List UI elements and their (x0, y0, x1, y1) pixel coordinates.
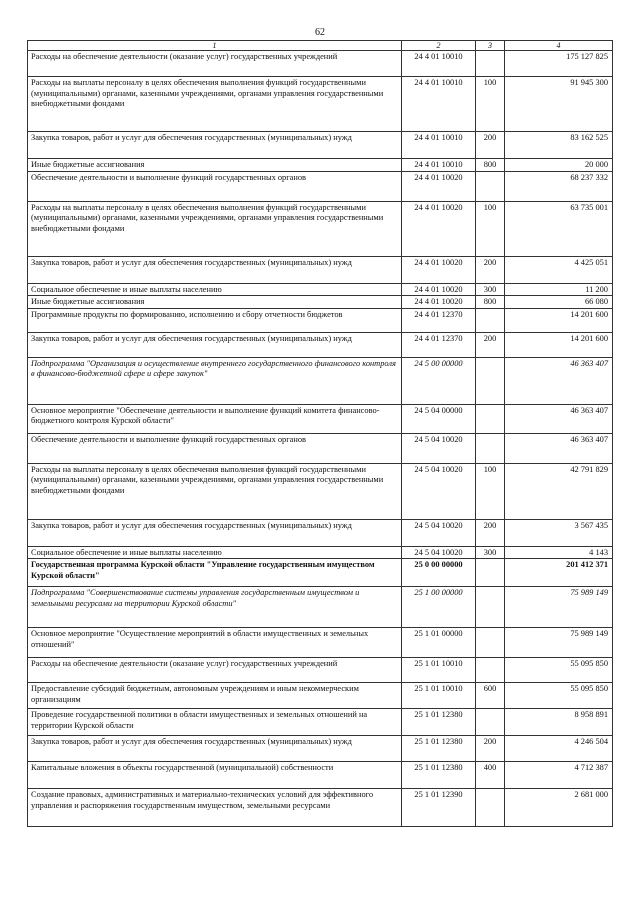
row-kvr (476, 587, 505, 628)
table-row (28, 463, 613, 519)
row-kvr: 600 (476, 683, 505, 709)
row-name: Обеспечение деятельности и выполнение функций государственных органов (28, 171, 402, 201)
row-name: Иные бюджетные ассигнования (28, 159, 402, 172)
table-row (28, 519, 613, 546)
row-kvr (476, 357, 505, 404)
header-col-3: 3 (476, 41, 505, 51)
row-code: 24 5 04 10020 (402, 519, 476, 546)
row-amount: 8 958 891 (505, 709, 613, 736)
row-amount: 201 412 371 (505, 559, 613, 587)
row-name: Обеспечение деятельности и выполнение функций государственных органов (28, 433, 402, 463)
row-name: Закупка товаров, работ и услуг для обеспечения государственных (муниципальных) нужд (28, 519, 402, 546)
row-amount: 2 681 000 (505, 789, 613, 827)
row-kvr (476, 709, 505, 736)
row-kvr: 400 (476, 762, 505, 789)
row-amount: 14 201 600 (505, 308, 613, 332)
table-row (28, 433, 613, 463)
table-row (28, 159, 613, 172)
table-row (28, 628, 613, 658)
row-code: 25 1 01 12380 (402, 762, 476, 789)
row-code: 24 4 01 10010 (402, 159, 476, 172)
row-code: 25 1 01 12380 (402, 709, 476, 736)
row-name: Закупка товаров, работ и услуг для обеспечения государственных (муниципальных) нужд (28, 736, 402, 762)
row-code: 24 4 01 10010 (402, 51, 476, 77)
row-amount: 14 201 600 (505, 332, 613, 357)
budget-table (27, 40, 613, 827)
row-amount: 63 735 001 (505, 201, 613, 256)
row-code: 24 5 04 10020 (402, 433, 476, 463)
table-row (28, 658, 613, 683)
row-kvr (476, 433, 505, 463)
row-kvr: 200 (476, 332, 505, 357)
row-kvr: 800 (476, 296, 505, 309)
row-code: 24 5 04 00000 (402, 404, 476, 433)
row-kvr (476, 658, 505, 683)
row-name: Государственная программа Курской области "Управление государственным имуществом Курской области" (28, 559, 402, 587)
row-amount: 66 080 (505, 296, 613, 309)
row-code: 25 1 01 12380 (402, 736, 476, 762)
row-amount: 42 791 829 (505, 463, 613, 519)
table-row (28, 51, 613, 77)
row-code: 25 1 01 00000 (402, 628, 476, 658)
row-amount: 68 237 332 (505, 171, 613, 201)
row-name: Основное мероприятие "Обеспечение деятельности и выполнение функций комитета финансово-бюджетного контроля Курской области" (28, 404, 402, 433)
row-code: 24 5 04 10020 (402, 546, 476, 559)
row-kvr: 200 (476, 519, 505, 546)
row-name: Закупка товаров, работ и услуг для обеспечения государственных (муниципальных) нужд (28, 256, 402, 283)
row-kvr (476, 789, 505, 827)
row-name: Социальное обеспечение и иные выплаты населению (28, 283, 402, 296)
row-amount: 4 246 504 (505, 736, 613, 762)
row-amount: 46 363 407 (505, 357, 613, 404)
row-amount: 4 143 (505, 546, 613, 559)
table-row (28, 308, 613, 332)
row-code: 24 5 00 00000 (402, 357, 476, 404)
row-name: Расходы на выплаты персоналу в целях обеспечения выполнения функций государственными (муниципальными) органами, казенными учреждениями, органами управления государственными внебюджетными фондами (28, 77, 402, 132)
row-name: Проведение государственной политики в области имущественных и земельных отношений на территории Курской области (28, 709, 402, 736)
table-row (28, 77, 613, 132)
row-name: Расходы на обеспечение деятельности (оказание услуг) государственных учреждений (28, 51, 402, 77)
row-amount: 46 363 407 (505, 404, 613, 433)
row-amount: 75 989 149 (505, 587, 613, 628)
row-amount: 83 162 525 (505, 132, 613, 159)
row-name: Капитальные вложения в объекты государственной (муниципальной) собственности (28, 762, 402, 789)
row-kvr: 100 (476, 463, 505, 519)
table-row (28, 559, 613, 587)
row-kvr: 200 (476, 132, 505, 159)
row-kvr (476, 628, 505, 658)
table-row (28, 789, 613, 827)
row-amount: 3 567 435 (505, 519, 613, 546)
table-row (28, 256, 613, 283)
row-code: 25 0 00 00000 (402, 559, 476, 587)
table-row (28, 201, 613, 256)
row-code: 24 4 01 10010 (402, 77, 476, 132)
row-kvr (476, 51, 505, 77)
row-amount: 75 989 149 (505, 628, 613, 658)
row-code: 24 4 01 10020 (402, 201, 476, 256)
row-code: 25 1 01 10010 (402, 658, 476, 683)
header-col-1: 1 (28, 41, 402, 51)
row-name: Расходы на выплаты персоналу в целях обеспечения выполнения функций государственными (муниципальными) органами, казенными учреждениями, органами управления государственными внебюджетными фондами (28, 201, 402, 256)
row-amount: 20 000 (505, 159, 613, 172)
table-row (28, 357, 613, 404)
row-amount: 91 945 300 (505, 77, 613, 132)
table-row (28, 332, 613, 357)
row-kvr: 100 (476, 201, 505, 256)
row-code: 24 4 01 10010 (402, 132, 476, 159)
table-row (28, 296, 613, 309)
row-name: Закупка товаров, работ и услуг для обеспечения государственных (муниципальных) нужд (28, 332, 402, 357)
table-row (28, 171, 613, 201)
row-kvr (476, 559, 505, 587)
row-code: 25 1 01 12390 (402, 789, 476, 827)
table-row (28, 709, 613, 736)
page-number: 62 (315, 27, 325, 38)
row-amount: 46 363 407 (505, 433, 613, 463)
table-row (28, 404, 613, 433)
row-kvr (476, 404, 505, 433)
row-kvr (476, 308, 505, 332)
row-name: Иные бюджетные ассигнования (28, 296, 402, 309)
row-code: 24 4 01 10020 (402, 296, 476, 309)
row-kvr: 200 (476, 736, 505, 762)
row-name: Программные продукты по формированию, исполнению и сбору отчетности бюджетов (28, 308, 402, 332)
row-code: 25 1 00 00000 (402, 587, 476, 628)
row-code: 24 5 04 10020 (402, 463, 476, 519)
row-name: Создание правовых, административных и материально-технических условий для эффективного управления и распоряжения государственным имуществом, земельными ресурсами (28, 789, 402, 827)
row-code: 24 4 01 12370 (402, 332, 476, 357)
row-name: Расходы на обеспечение деятельности (оказание услуг) государственных учреждений (28, 658, 402, 683)
row-kvr: 300 (476, 546, 505, 559)
row-amount: 4 425 051 (505, 256, 613, 283)
table-row (28, 762, 613, 789)
header-row (28, 41, 613, 51)
row-name: Подпрограмма "Совершенствование системы управления государственным имуществом и земельными ресурсами на территории Курской области" (28, 587, 402, 628)
table-row (28, 736, 613, 762)
table-row (28, 587, 613, 628)
row-kvr: 800 (476, 159, 505, 172)
row-name: Основное мероприятие "Осуществление мероприятий в области имущественных и земельных отношений" (28, 628, 402, 658)
row-amount: 4 712 387 (505, 762, 613, 789)
header-col-2: 2 (402, 41, 476, 51)
row-name: Подпрограмма "Организация и осуществление внутреннего государственного финансового контроля в финансово-бюджетной сфере и сфере закупок" (28, 357, 402, 404)
row-amount: 175 127 825 (505, 51, 613, 77)
row-kvr: 200 (476, 256, 505, 283)
row-amount: 55 095 850 (505, 658, 613, 683)
row-kvr (476, 171, 505, 201)
row-code: 24 4 01 10020 (402, 256, 476, 283)
table-row (28, 132, 613, 159)
row-amount: 55 095 850 (505, 683, 613, 709)
row-name: Закупка товаров, работ и услуг для обеспечения государственных (муниципальных) нужд (28, 132, 402, 159)
table-row (28, 683, 613, 709)
row-kvr: 100 (476, 77, 505, 132)
header-col-4: 4 (505, 41, 613, 51)
row-kvr: 300 (476, 283, 505, 296)
row-name: Расходы на выплаты персоналу в целях обеспечения выполнения функций государственными (муниципальными) органами, казенными учреждениями, органами управления государственными внебюджетными фондами (28, 463, 402, 519)
table-body (28, 51, 613, 827)
row-code: 24 4 01 10020 (402, 283, 476, 296)
row-code: 25 1 01 10010 (402, 683, 476, 709)
row-name: Предоставление субсидий бюджетным, автономным учреждениям и иным некоммерческим организациям (28, 683, 402, 709)
row-amount: 11 200 (505, 283, 613, 296)
row-name: Социальное обеспечение и иные выплаты населению (28, 546, 402, 559)
table-row (28, 546, 613, 559)
row-code: 24 4 01 10020 (402, 171, 476, 201)
row-code: 24 4 01 12370 (402, 308, 476, 332)
table-row (28, 283, 613, 296)
